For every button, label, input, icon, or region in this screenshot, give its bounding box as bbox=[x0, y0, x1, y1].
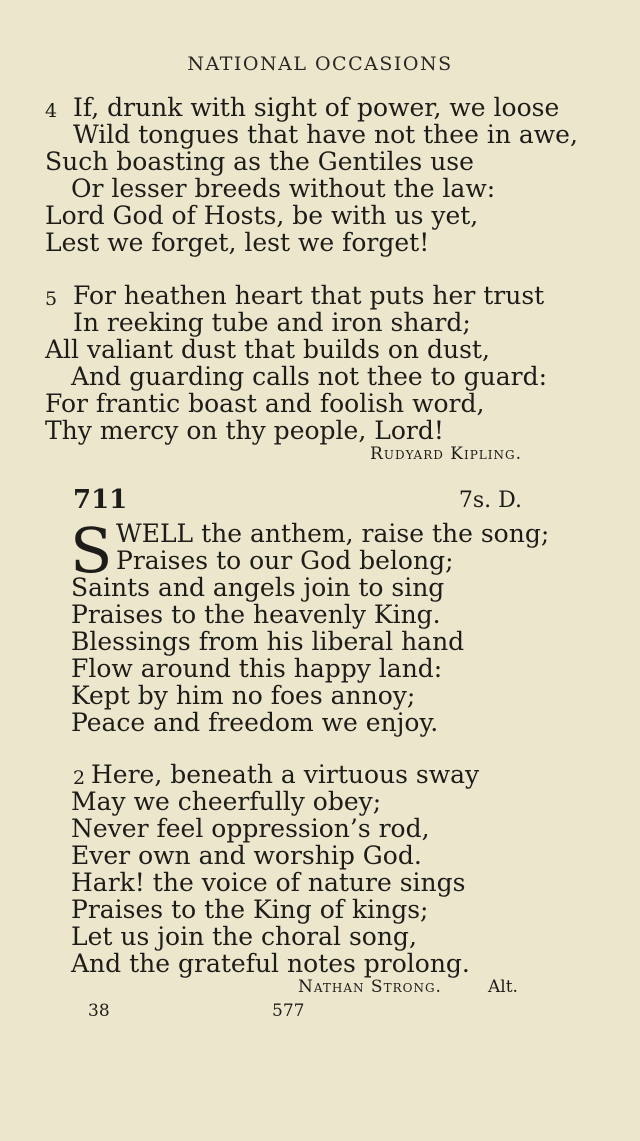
verse-line: Praises to the King of kings; bbox=[71, 895, 429, 924]
verse-line: And guarding calls not thee to guard: bbox=[71, 362, 548, 391]
verse-line: Never feel oppression’s rod, bbox=[71, 814, 430, 843]
hymn-meter: 7s. D. bbox=[458, 488, 522, 513]
stanza-number: 2 bbox=[73, 767, 86, 789]
signature-mark: 38 bbox=[88, 1001, 110, 1021]
author-attribution: Rudyard Kipling. bbox=[370, 444, 522, 464]
stanza-number: 4 bbox=[45, 100, 58, 122]
verse-line: Praises to our God belong; bbox=[116, 546, 454, 575]
stanza-number: 5 bbox=[45, 288, 58, 310]
drop-cap: S bbox=[70, 514, 113, 587]
verse-line: Here, beneath a virtuous sway bbox=[91, 760, 480, 789]
verse-line: Lord God of Hosts, be with us yet, bbox=[45, 201, 479, 230]
verse-line: If, drunk with sight of power, we loose bbox=[73, 93, 560, 122]
verse-line: Or lesser breeds without the law: bbox=[71, 174, 496, 203]
verse-line: Hark! the voice of nature sings bbox=[71, 868, 466, 897]
verse-line: Praises to the heavenly King. bbox=[71, 600, 441, 629]
verse-line: And the grateful notes prolong. bbox=[71, 949, 470, 978]
verse-line: Such boasting as the Gentiles use bbox=[45, 147, 474, 176]
verse-line: Kept by him no foes annoy; bbox=[71, 681, 416, 710]
verse-line: Blessings from his liberal hand bbox=[71, 627, 465, 656]
running-header: NATIONAL OCCASIONS bbox=[187, 53, 453, 75]
attribution-note: Alt. bbox=[488, 977, 518, 997]
verse-line: All valiant dust that builds on dust, bbox=[45, 335, 490, 364]
verse-line: Thy mercy on thy people, Lord! bbox=[45, 416, 444, 445]
verse-line: Wild tongues that have not thee in awe, bbox=[73, 120, 578, 149]
verse-line: For frantic boast and foolish word, bbox=[45, 389, 485, 418]
verse-line: For heathen heart that puts her trust bbox=[73, 281, 545, 310]
hymn-number: 711 bbox=[73, 485, 128, 515]
verse-line: Ever own and worship God. bbox=[71, 841, 422, 870]
page-number: 577 bbox=[272, 1001, 305, 1021]
verse-line: May we cheerfully obey; bbox=[71, 787, 382, 816]
verse-line: WELL the anthem, raise the song; bbox=[116, 519, 550, 548]
verse-line: Lest we forget, lest we forget! bbox=[45, 228, 430, 257]
verse-line: In reeking tube and iron shard; bbox=[73, 308, 471, 337]
verse-line: Saints and angels join to sing bbox=[71, 573, 445, 602]
verse-line: Peace and freedom we enjoy. bbox=[71, 708, 439, 737]
verse-line: Flow around this happy land: bbox=[71, 654, 443, 683]
author-attribution: Nathan Strong. bbox=[298, 977, 442, 997]
verse-line: Let us join the choral song, bbox=[71, 922, 417, 951]
